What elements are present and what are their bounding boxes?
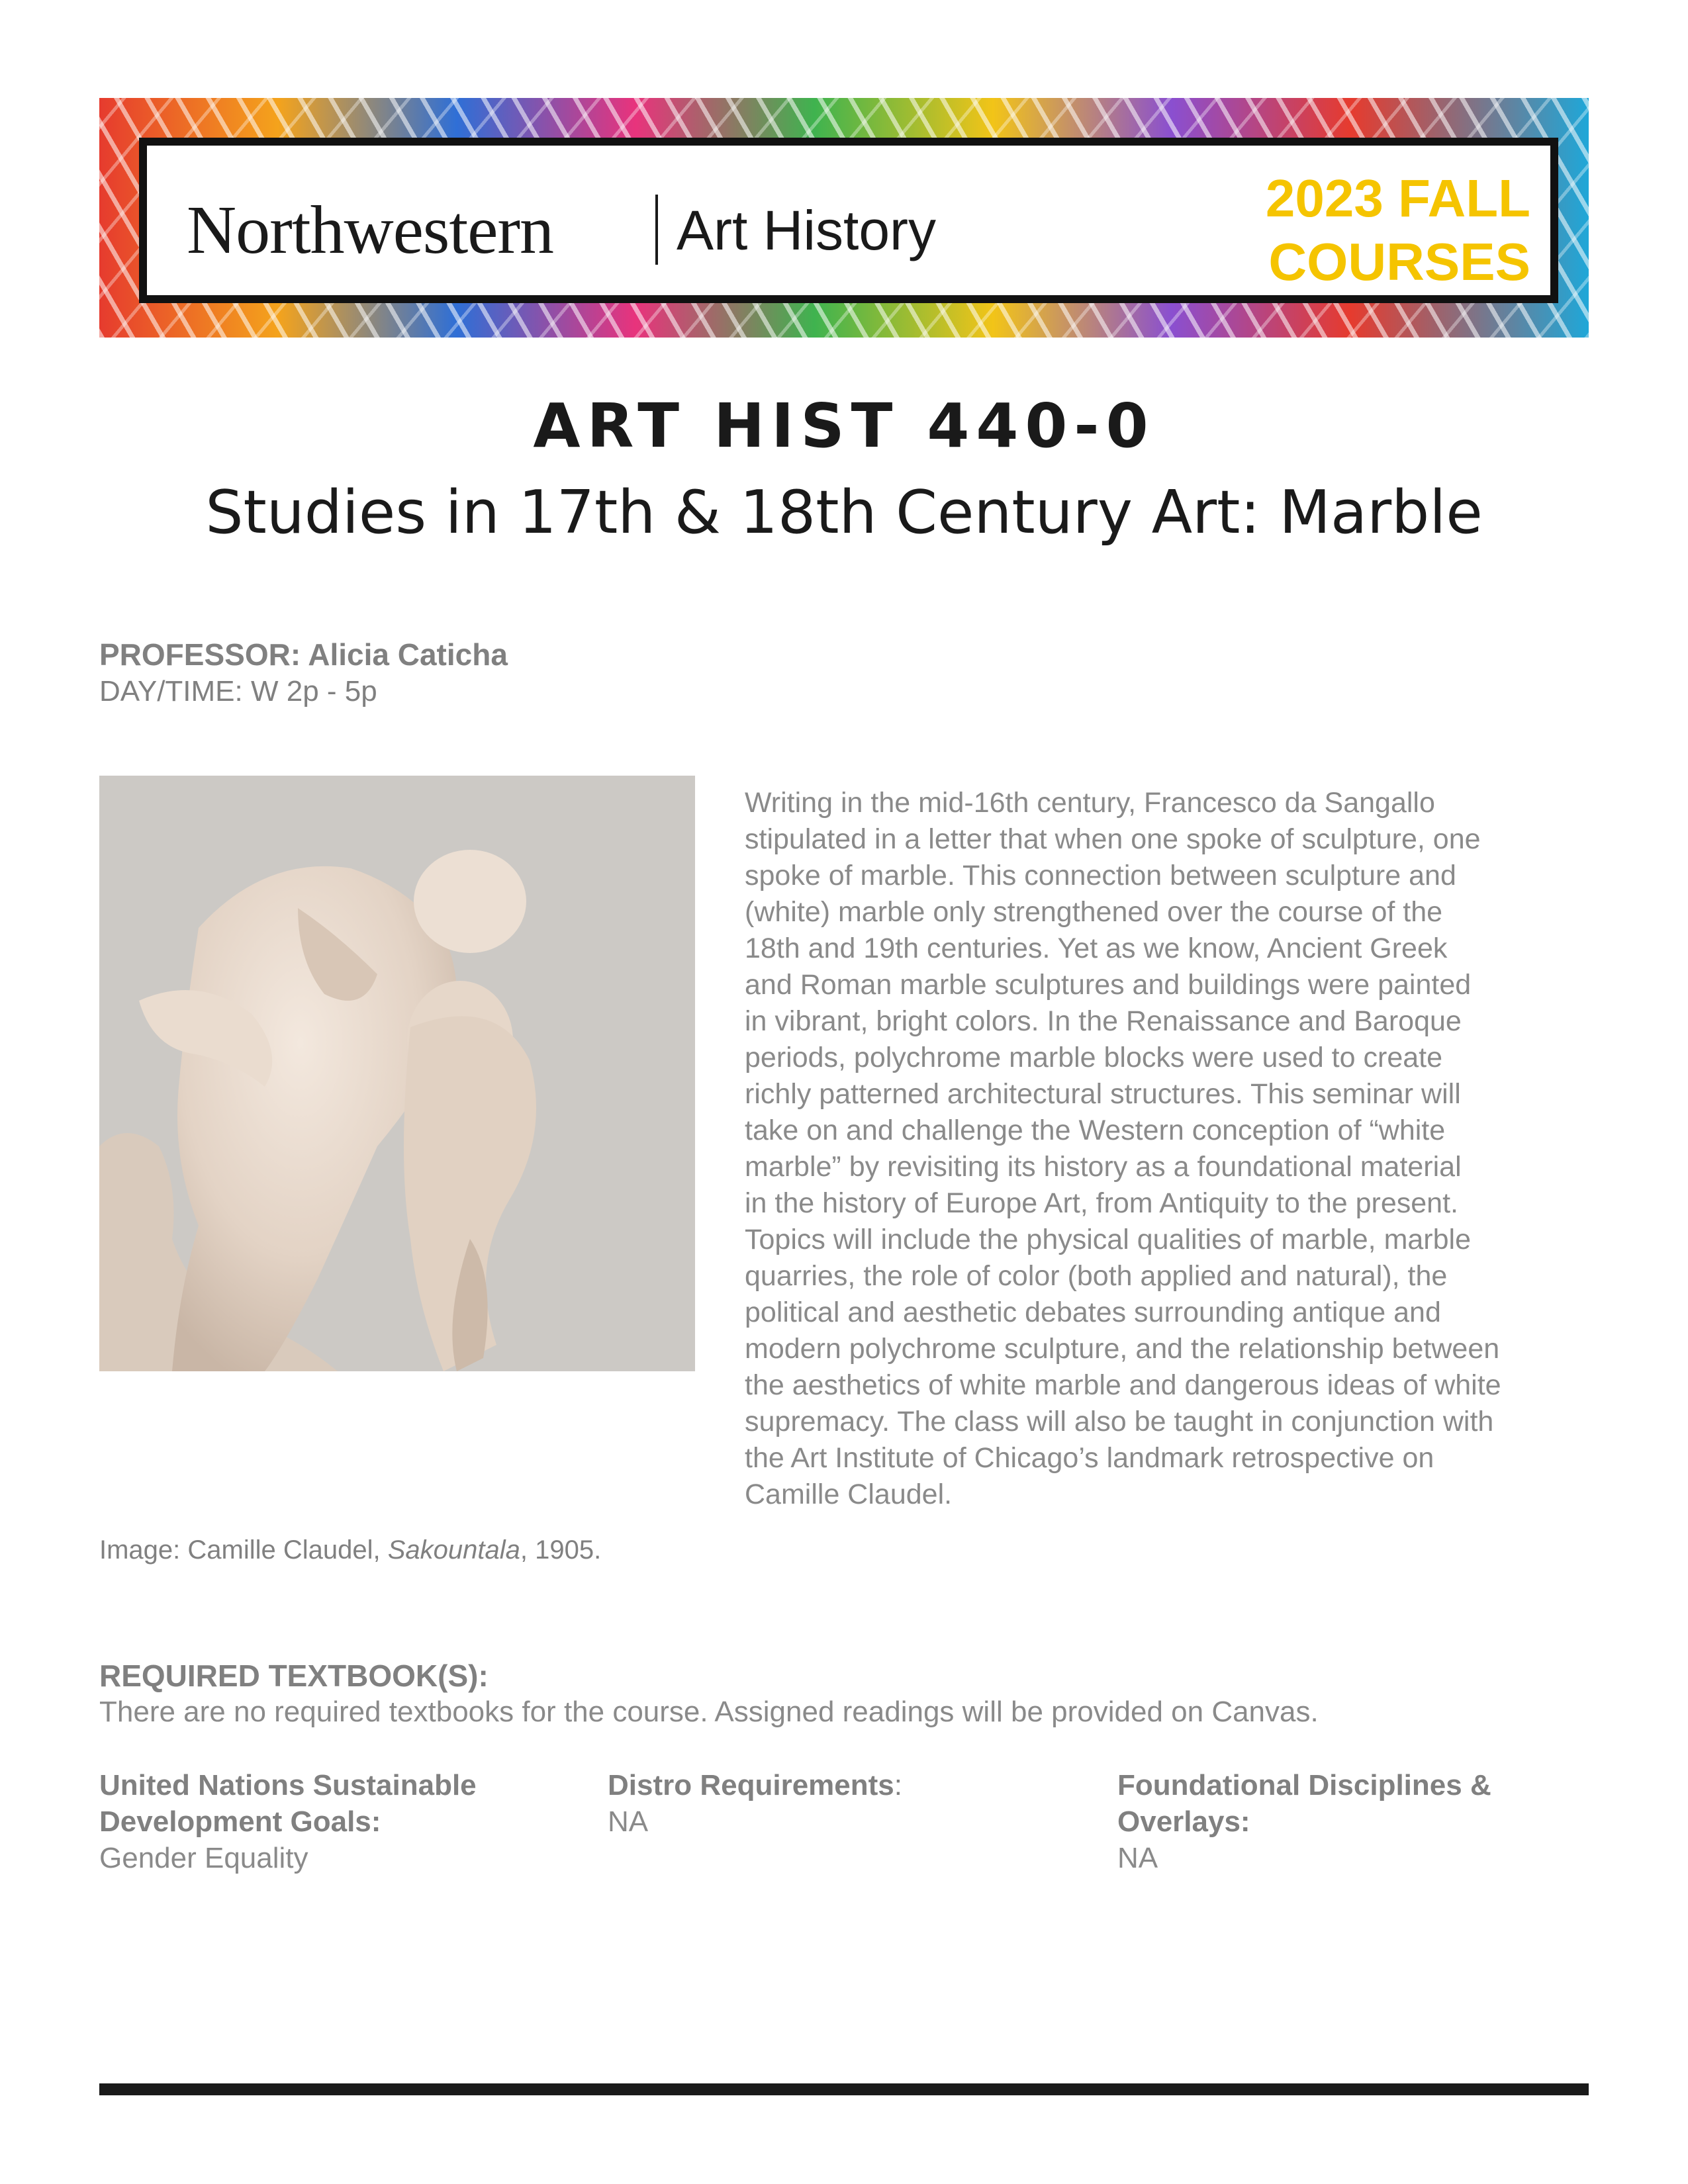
description-line: the Art Institute of Chicago’s landmark retrospective on	[745, 1442, 1434, 1474]
sculpture-illustration	[99, 776, 695, 1371]
logo-divider	[655, 195, 658, 265]
semester-label	[1266, 167, 1530, 294]
professor-name: Alicia Caticha	[308, 637, 508, 672]
distro-label: Distro Requirements:	[608, 1769, 902, 1801]
professor-label: PROFESSOR:	[99, 637, 301, 672]
description-line: stipulated in a letter that when one spoke of sculpture, one	[745, 823, 1481, 855]
description-line: Writing in the mid-16th century, Francesco da Sangallo	[745, 787, 1435, 819]
description-line: supremacy. The class will also be taught in conjunction with	[745, 1406, 1494, 1437]
description-line: marble” by revisiting its history as a foundational material	[745, 1151, 1462, 1183]
daytime-line	[99, 675, 377, 708]
course-code: ART HIST 440-0	[533, 390, 1155, 461]
image-caption	[99, 1535, 601, 1565]
daytime-value: W 2p - 5p	[251, 675, 377, 707]
daytime-label: DAY/TIME:	[99, 675, 243, 707]
textbooks-heading: REQUIRED TEXTBOOK(S):	[99, 1659, 489, 1693]
caption-suffix: , 1905.	[520, 1535, 602, 1565]
footer-rule	[99, 2083, 1589, 2095]
description-line: take on and challenge the Western conception of “white	[745, 1115, 1446, 1146]
description-line: Topics will include the physical qualities of marble, marble	[745, 1224, 1472, 1255]
description-line: richly patterned architectural structures. This seminar will	[745, 1078, 1461, 1110]
distro-column	[608, 1767, 1058, 1840]
foundational-column	[1117, 1767, 1568, 1876]
course-title: Studies in 17th & 18th Century Art: Marble	[205, 478, 1483, 547]
description-line: modern polychrome sculpture, and the relationship between	[745, 1333, 1500, 1365]
description-line: in the history of Europe Art, from Antiquity to the present.	[745, 1187, 1458, 1219]
foundational-label-line-1: Foundational Disciplines &	[1117, 1769, 1491, 1801]
description-line: Camille Claudel.	[745, 1479, 953, 1510]
caption-artwork-title: Sakountala	[387, 1535, 520, 1565]
northwestern-logo: Northwestern	[187, 192, 554, 268]
description-line: quarries, the role of color (both applied and natural), the	[745, 1260, 1448, 1292]
textbooks-text: There are no required textbooks for the course. Assigned readings will be provided on Canvas.	[99, 1696, 1319, 1728]
description-line: in vibrant, bright colors. In the Renaissance and Baroque	[745, 1005, 1462, 1037]
header-box	[139, 138, 1558, 303]
description-line: and Roman marble sculptures and buildings were painted	[745, 969, 1472, 1001]
distro-value: NA	[608, 1805, 649, 1838]
sculpture-image	[99, 776, 695, 1371]
description-line: (white) marble only strengthened over the course of the	[745, 896, 1443, 928]
description-line: spoke of marble. This connection between sculpture and	[745, 860, 1456, 891]
professor-line	[99, 637, 508, 672]
sdg-column	[99, 1767, 549, 1876]
description-line: 18th and 19th centuries. Yet as we know, Ancient Greek	[745, 933, 1448, 964]
semester-line-1: 2023 FALL	[1265, 169, 1530, 228]
foundational-value: NA	[1117, 1842, 1158, 1874]
description-line: political and aesthetic debates surrounding antique and	[745, 1297, 1441, 1328]
caption-prefix: Image: Camille Claudel,	[99, 1535, 388, 1565]
sdg-value: Gender Equality	[99, 1842, 308, 1874]
header-banner	[99, 98, 1589, 338]
department-name: Art History	[677, 199, 937, 261]
description-line: periods, polychrome marble blocks were used to create	[745, 1042, 1443, 1073]
foundational-label-line-2: Overlays:	[1117, 1805, 1250, 1838]
sdg-label-line-1: United Nations Sustainable	[99, 1769, 477, 1801]
semester-line-2: COURSES	[1268, 232, 1530, 291]
course-description	[745, 785, 1589, 1513]
sdg-label-line-2: Development Goals:	[99, 1805, 381, 1838]
description-line: the aesthetics of white marble and dangerous ideas of white	[745, 1369, 1501, 1401]
